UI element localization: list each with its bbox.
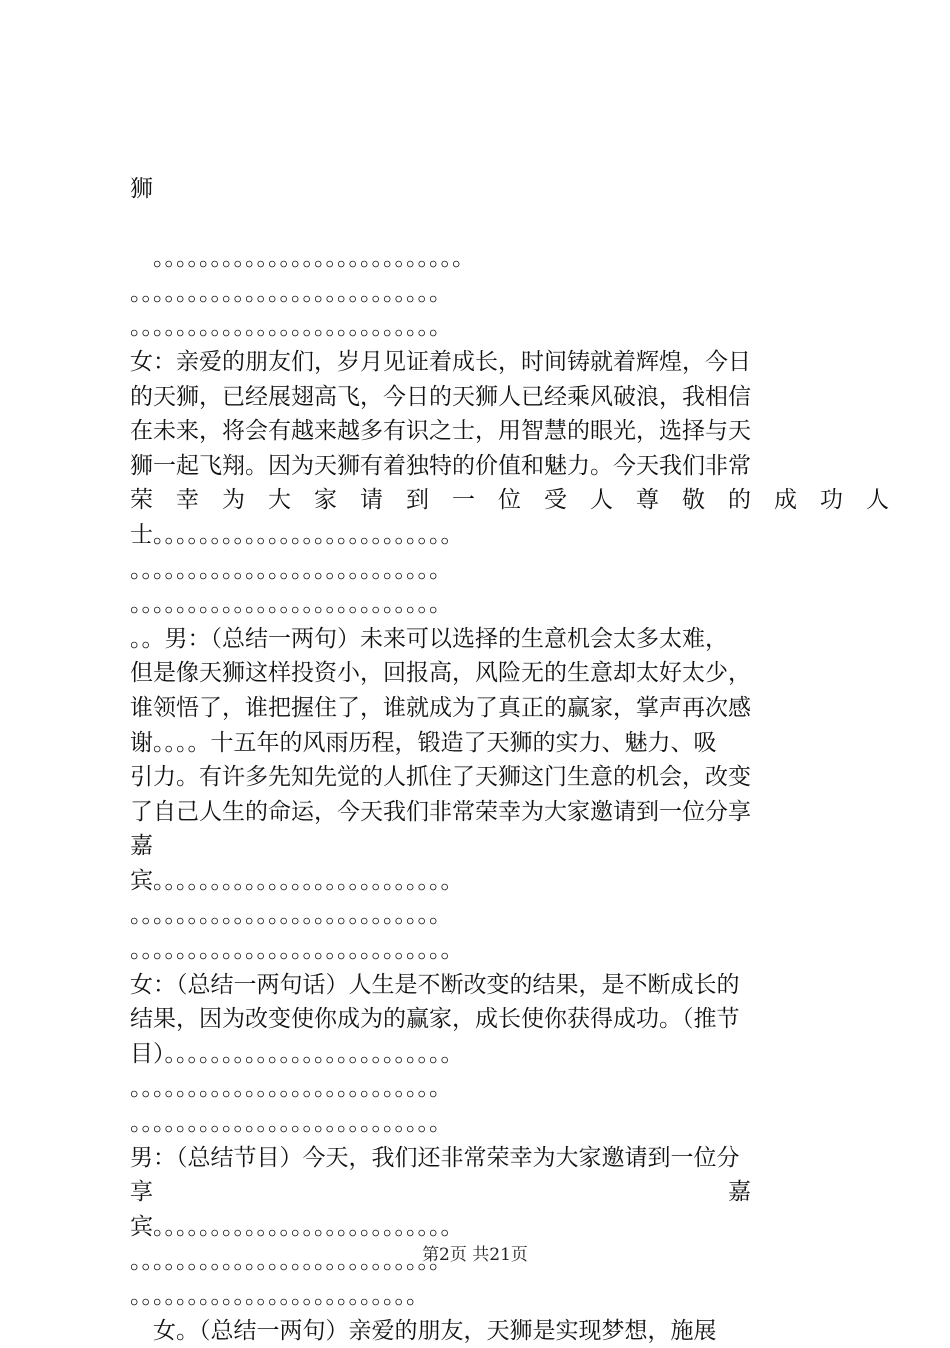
text-line: 但是像天狮这样投资小，回报高，风险无的生意却太好太少， xyxy=(130,660,751,687)
text-line: 。。。。。。。。。。。。。。。。。。。。。。。。。 xyxy=(130,1283,429,1309)
text-line: 狮 xyxy=(130,176,153,202)
text-line: 宾。。。。。。。。。。。。。。。。。。。。。。。。。。 xyxy=(130,867,464,894)
text-line: 享 嘉 xyxy=(130,1179,751,1206)
text-line: 。。。。。。。。。。。。。。。。。。。。。。。。。。。 xyxy=(130,1110,452,1137)
text-line: 士。。。。。。。。。。。。。。。。。。。。。。。。。。 xyxy=(130,521,464,548)
text-line: 。。。。。。。。。。。。。。。。。。。。。。。。。。。 xyxy=(130,591,452,618)
text-line: 。。男：（总结一两句）未来可以选择的生意机会太多太难， xyxy=(130,625,728,652)
text-line: 。。。。。。。。。。。。。。。。。。。。。。。。。。。 xyxy=(130,279,452,306)
text-line: 结果，因为改变使你成为的赢家，成长使你获得成功。（推节 xyxy=(130,1006,740,1033)
text-line: 狮一起飞翔。因为天狮有着独特的价值和魅力。今天我们非常 xyxy=(130,452,751,479)
text-line: 。。。。。。。。。。。。。。。。。。。。。。。。。。。。 xyxy=(130,937,464,964)
text-line: 。。。。。。。。。。。。。。。。。。。。。。。。。。。 xyxy=(130,1248,452,1275)
text-line: 了自己人生的命运，今天我们非常荣幸为大家邀请到一位分享 xyxy=(130,798,751,825)
text-line: 女。（总结一两句）亲爱的朋友，天狮是实现梦想，施展 xyxy=(130,1317,717,1344)
text-line: 谢。。。。十五年的风雨历程，锻造了天狮的实力、魅力、吸 xyxy=(130,729,717,756)
text-line: 荣 幸 为 大 家 请 到 一 位 受 人 尊 敬 的 成 功 人 xyxy=(130,487,889,514)
text-line: 嘉 xyxy=(130,833,153,860)
text-line: 女：（总结一两句话）人生是不断改变的结果，是不断成长的 xyxy=(130,971,740,998)
text-line: 目）。。。。。。。。。。。。。。。。。。。。。。。。。 xyxy=(130,1040,464,1067)
text-line: 。。。。。。。。。。。。。。。。。。。。。。。。。。。 xyxy=(130,245,475,272)
text-line: 女：亲爱的朋友们，岁月见证着成长，时间铸就着辉煌，今日 xyxy=(130,348,751,375)
text-line xyxy=(130,207,830,242)
text-line: 。。。。。。。。。。。。。。。。。。。。。。。。。。。 xyxy=(130,902,452,929)
text-line: 男：（总结节目）今天，我们还非常荣幸为大家邀请到一位分 xyxy=(130,1144,740,1171)
page-footer: 第2页 共21页 xyxy=(422,1245,528,1265)
text-line: 的天狮，已经展翅高飞，今日的天狮人已经乘风破浪，我相信 xyxy=(130,383,751,410)
text-line: 谁领悟了，谁把握住了，谁就成为了真正的赢家，掌声再次感 xyxy=(130,694,751,721)
text-line: 在未来，将会有越来越多有识之士，用智慧的眼光，选择与天 xyxy=(130,418,751,445)
text-line: 。。。。。。。。。。。。。。。。。。。。。。。。。。。 xyxy=(130,1075,452,1102)
text-line: 。。。。。。。。。。。。。。。。。。。。。。。。。。。 xyxy=(130,314,452,341)
text-line: 。。。。。。。。。。。。。。。。。。。。。。。。。。。 xyxy=(130,556,452,583)
body-text xyxy=(130,172,889,1348)
text-line: 宾。。。。。。。。。。。。。。。。。。。。。。。。。。 xyxy=(130,1213,464,1240)
text-line: 引力。有许多先知先觉的人抓住了天狮这门生意的机会，改变 xyxy=(130,764,751,791)
